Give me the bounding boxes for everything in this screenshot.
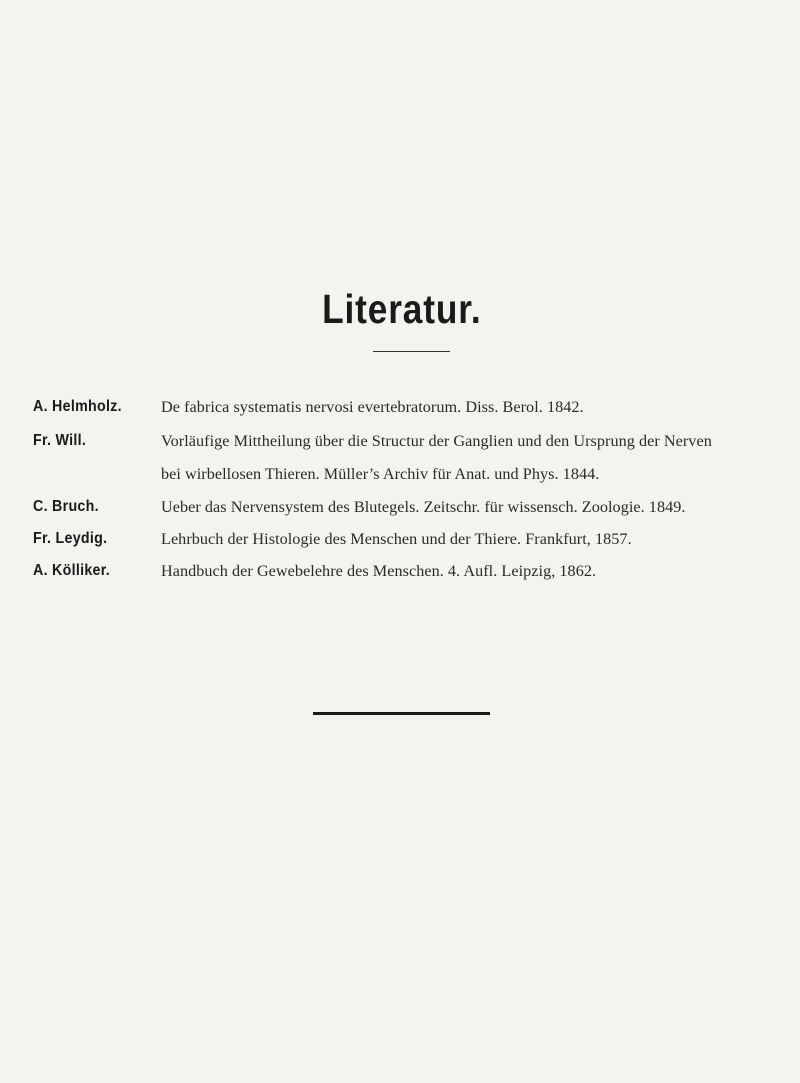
reference-author: Fr. Leydig. xyxy=(33,530,108,547)
reference-text: Handbuch der Gewebelehre des Menschen. 4. Aufl. Leipzig, 1862. xyxy=(161,562,597,580)
reference-text: Ueber das Nervensystem des Blutegels. Zeitschr. für wissensch. Zoologie. 1849. xyxy=(161,498,686,516)
reference-author: A. Helmholz. xyxy=(33,398,122,415)
reference-entry-leydig xyxy=(0,530,800,554)
reference-text: Lehrbuch der Histologie des Menschen und der Thiere. Frankfurt, 1857. xyxy=(161,530,632,548)
reference-author: Fr. Will. xyxy=(33,432,87,449)
reference-text: Vorläufige Mittheilung über die Structur der Ganglien und den Ursprung der Nerven xyxy=(161,432,712,450)
reference-text-continued: bei wirbellosen Thieren. Müller’s Archiv für Anat. und Phys. 1844. xyxy=(161,465,600,483)
title-divider xyxy=(373,351,450,352)
reference-entry-helmholz xyxy=(0,398,800,422)
reference-text: De fabrica systematis nervosi evertebratorum. Diss. Berol. 1842. xyxy=(161,398,584,416)
reference-entry-will-continued xyxy=(0,465,800,489)
reference-entry-will xyxy=(0,432,800,456)
reference-author: C. Bruch. xyxy=(33,498,99,515)
page-title: Literatur. xyxy=(322,286,482,332)
reference-entry-koelliker xyxy=(0,562,800,586)
closing-rule xyxy=(313,712,490,715)
reference-author: A. Kölliker. xyxy=(33,562,111,579)
reference-entry-bruch xyxy=(0,498,800,522)
